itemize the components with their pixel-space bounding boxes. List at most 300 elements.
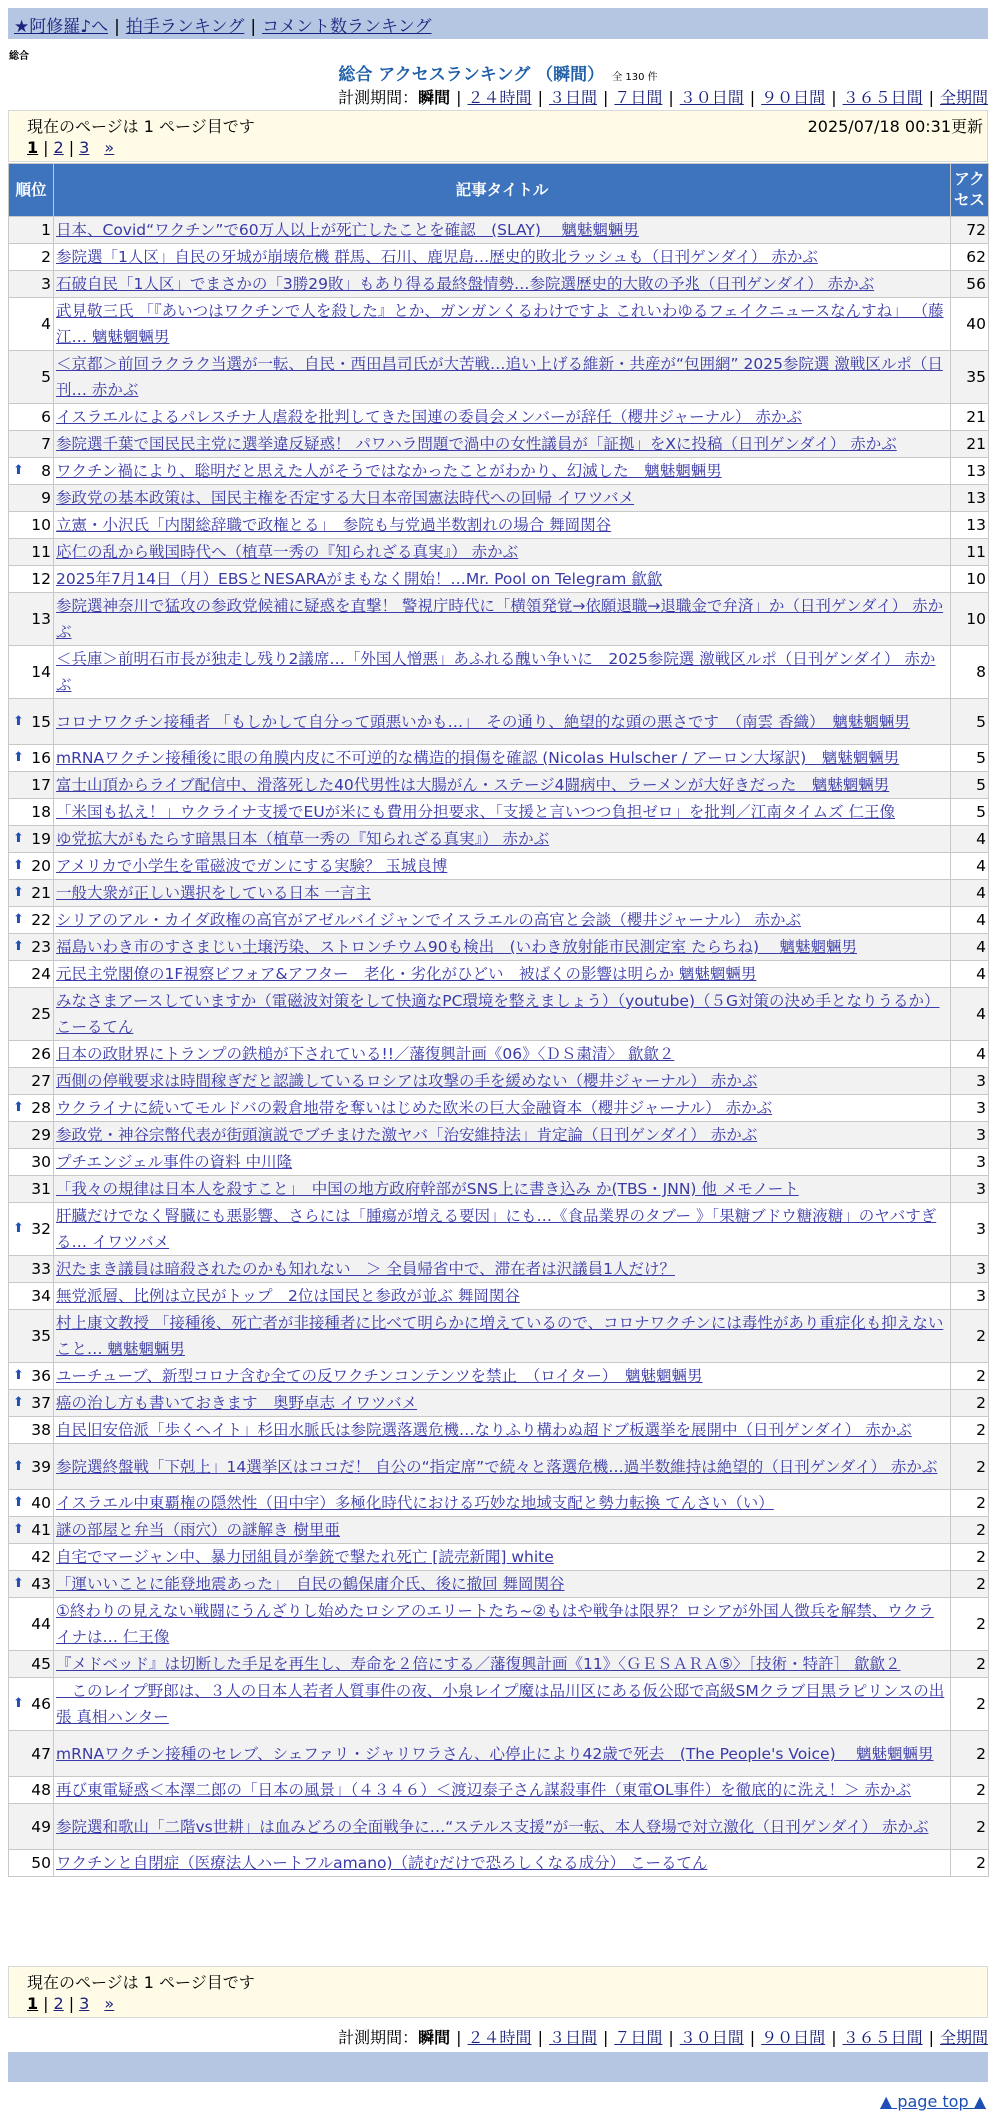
article-link[interactable]: 武見敬三氏 「『あいつはワクチンで人を殺した』とか、ガンガンくるわけですよ これいわゆるフェイクニュースなんすね」 （藤江… 魑魅魍魎男 [56,302,944,346]
up-arrow-icon: ⬆ [13,1458,24,1474]
rank-cell [9,539,54,566]
title-cell [54,853,951,880]
page-title [0,60,996,85]
access-count: 2 [951,1444,989,1490]
period-separator: | [456,88,462,107]
access-count: 13 [951,458,989,485]
title-cell [54,826,951,853]
table-row [9,772,989,799]
home-link[interactable]: ★阿修羅♪へ [14,17,109,37]
period-separator: | [668,2028,674,2047]
access-count: 2 [951,1678,989,1731]
access-count: 2 [951,1390,989,1417]
rank-cell [9,772,54,799]
rank-number: 2 [41,248,51,266]
period-selector-top [338,85,988,108]
article-link[interactable]: イスラエルによるパレスチナ人虐殺を批判してきた国連の委員会メンバーが辞任（櫻井ジャーナル） 赤かぶ [56,408,802,426]
rank-number: 37 [31,1394,51,1412]
table-row [9,1363,989,1390]
table-row [9,1517,989,1544]
title-cell [54,512,951,539]
rank-cell [9,431,54,458]
access-count: 2 [951,1363,989,1390]
title-cell [54,988,951,1041]
access-count: 3 [951,1095,989,1122]
rank-number: 40 [31,1494,51,1512]
title-cell [54,880,951,907]
article-link[interactable]: 参院選「1人区」自民の牙城が崩壊危機 群馬、石川、鹿児島…歴史的敗北ラッシュも（日刊ゲンダイ） 赤かぶ [56,248,818,266]
access-header: アクセス [951,164,989,217]
rank-cell [9,907,54,934]
table-row [9,539,989,566]
rank-number: 16 [31,749,51,767]
access-count: 4 [951,826,989,853]
article-link[interactable]: 「我々の規律は日本人を殺すこと」 中国の地方政府幹部がSNS上に書き込み か(TBS・JNN) 他 メモノート [56,1180,799,1198]
period-option[interactable]: ３０日間 [679,2028,744,2047]
rank-cell [9,298,54,351]
article-link[interactable]: 参院選千葉で国民民主党に選挙違反疑惑！ パワハラ問題で渦中の女性議員が「証拠」をXに投稿（日刊ゲンダイ） 赤かぶ [56,435,897,453]
article-link[interactable]: ユーチューブ、新型コロナ含む全ての反ワクチンコンテンツを禁止 （ロイター） 魑魅魍魎男 [56,1367,703,1385]
page-link[interactable]: 2 [53,1994,64,2013]
rank-number: 25 [31,1005,51,1023]
period-option[interactable]: ３０日間 [679,88,744,107]
table-row [9,1490,989,1517]
pagination [27,1994,114,2013]
article-link[interactable]: 参院選和歌山「二階vs世耕」は血みどろの全面戦争に…“ステルス支援”が一転、本人登場で対立激化（日刊ゲンダイ） 赤かぶ [56,1817,929,1836]
title-cell [54,351,951,404]
period-label: 計測期間： [338,88,419,107]
article-link[interactable]: ウクライナに続いてモルドバの穀倉地帯を奪いはじめた欧米の巨大金融資本（櫻井ジャーナル） 赤かぶ [56,1099,773,1117]
title-cell [54,1598,951,1651]
article-link[interactable]: このレイプ野郎は、３人の日本人若者人質事件の夜、小泉レイプ魔は品川区にある仮公邸で高級SMクラブ目黒ラピリンスの出張 真相ハンター [56,1682,945,1726]
title-cell [54,1122,951,1149]
table-row [9,1544,989,1571]
rank-number: 47 [31,1744,51,1763]
page-link[interactable]: 3 [79,1994,90,2013]
rank-number: 48 [31,1781,51,1799]
ranking-table [8,163,989,1877]
article-link[interactable]: 「米国も払え！」ウクライナ支援でEUが米にも費用分担要求、「支援と言いつつ負担ゼロ」を批判／江南タイムズ 仁王像 [56,803,896,821]
title-cell [54,458,951,485]
article-link[interactable]: 石破自民「1人区」でまさかの「3勝29敗」もあり得る最終盤情勢…参院選歴史的大敗の予兆（日刊ゲンダイ） 赤かぶ [56,275,875,293]
access-count: 4 [951,961,989,988]
article-link[interactable]: 日本の政財界にトランプの鉄槌が下されている!!／藩復興計画《06》〈ＤＳ粛清〉 歙歙２ [56,1045,675,1063]
rank-cell [9,1176,54,1203]
period-separator: | [668,88,674,107]
article-link[interactable]: アメリカで小学生を電磁波でガンにする実験？ 玉城良博 [56,857,448,875]
table-row [9,404,989,431]
rank-number: 18 [31,803,51,821]
rank-cell [9,646,54,699]
table-row [9,907,989,934]
rank-number: 15 [31,712,51,731]
table-row [9,1678,989,1731]
table-row [9,1122,989,1149]
article-link[interactable]: 日本、Covid“ワクチン”で60万人以上が死亡したことを確認 (SLAY) 魑魅魍魎男 [56,221,639,239]
page-link[interactable]: 3 [79,138,90,157]
period-separator: | [602,88,609,107]
rank-cell [9,1203,54,1256]
period-separator: | [537,88,543,107]
table-row [9,1256,989,1283]
table-row [9,699,989,745]
rank-number: 39 [31,1457,51,1476]
rank-number: 34 [31,1287,51,1305]
title-cell [54,1517,951,1544]
rank-number: 3 [41,275,51,293]
rank-cell [9,1122,54,1149]
title-cell [54,799,951,826]
title-cell [54,1731,951,1777]
period-current: 瞬間 [418,2028,451,2047]
article-link[interactable]: 元民主党閣僚の1F視察ビフォア&アフター 老化・劣化がひどい 被ばくの影響は明らか 魑魅魍魎男 [56,965,757,983]
access-count: 10 [951,593,989,646]
article-link[interactable]: 2025年7月14日（月）EBSとNESARAがまもなく開始！…Mr. Pool on Telegram 歙歙 [56,570,663,588]
title-cell [54,699,951,745]
rank-cell [9,880,54,907]
comment-ranking-link[interactable]: コメント数ランキング [262,17,432,37]
next-page-link[interactable]: » [104,138,115,157]
rank-number: 30 [31,1153,51,1171]
title-cell [54,961,951,988]
table-row [9,1095,989,1122]
access-count: 13 [951,485,989,512]
article-link[interactable]: ＜兵庫＞前明石市長が独走し残り2議席…「外国人憎悪」あふれる醜い争いに 2025参院選 激戦区ルポ（日刊ゲンダイ） 赤かぶ [56,650,936,694]
article-link[interactable]: 応仁の乱から戦国時代へ（植草一秀の『知られざる真実』） 赤かぶ [56,543,519,561]
rank-number: 20 [31,857,51,875]
access-count: 2 [951,1804,989,1850]
period-current: 瞬間 [418,88,451,107]
period-option[interactable]: ３６５日間 [842,2028,923,2047]
rank-cell [9,934,54,961]
title-cell [54,1850,951,1877]
title-cell [54,1095,951,1122]
period-selector-bottom [338,2025,988,2048]
table-row [9,961,989,988]
access-count: 2 [951,1850,989,1877]
up-arrow-icon: ⬆ [13,463,24,478]
access-count: 3 [951,1283,989,1310]
table-row [9,1310,989,1363]
article-link[interactable]: 沢たまき議員は暗殺されたのかも知れない ＞ 全員帰省中で、滞在者は沢議員1人だけ？ [56,1260,675,1278]
table-row [9,271,989,298]
up-arrow-icon: ⬆ [13,1576,24,1591]
rank-cell [9,271,54,298]
article-link[interactable]: 参院選終盤戦「下剋上」14選挙区はココだ！ 自公の“指定席”で続々と落選危機…過半数維持は絶望的（日刊ゲンダイ） 赤かぶ [56,1457,938,1476]
rank-cell [9,512,54,539]
rank-cell [9,1363,54,1390]
rank-number: 42 [31,1548,51,1566]
rank-cell [9,1731,54,1777]
category-label: 総合 [9,51,29,62]
ranking-title: 総合 アクセスランキング （瞬間） [338,65,605,85]
rank-number: 5 [41,368,51,386]
title-cell [54,934,951,961]
table-row [9,988,989,1041]
page-separator: | [68,1994,75,2013]
article-link[interactable]: 富士山頂からライブ配信中、滑落死した40代男性は大腸がん・ステージ4闘病中、ラーメンが大好きだった 魑魅魍魎男 [56,776,890,794]
article-link[interactable]: みなさまアースしていますか（電磁波対策をして快適なPC環境を整えましょう）（youtube)（５G対策の決め手となりうるか） こーるてん [56,992,940,1036]
table-row [9,646,989,699]
page-top-link[interactable]: ▲ page top ▲ [879,2092,986,2111]
period-option[interactable]: ７日間 [614,2028,663,2047]
title-cell [54,1804,951,1850]
period-option[interactable]: ３日間 [548,2028,597,2047]
access-count: 4 [951,934,989,961]
nav-separator: | [114,17,120,37]
title-cell [54,431,951,458]
period-label: 計測期間： [338,2028,419,2047]
article-link[interactable]: mRNAワクチン接種のセレブ、シェファリ・ジャリワラさん、心停止により42歳で死去 (The People's Voice) 魑魅魍魎男 [56,1744,934,1763]
rank-cell [9,1777,54,1804]
access-count: 2 [951,1651,989,1678]
page-spacer [89,138,104,157]
rank-number: 4 [41,315,51,333]
table-row [9,217,989,244]
article-link[interactable]: 『メドベッド』は切断した手足を再生し、寿命を２倍にする／藩復興計画《11》〈ＧＥＳＡＲＡ⑤〉［技術・特許］ 歙歙２ [56,1655,901,1673]
access-count: 3 [951,1068,989,1095]
article-link[interactable]: ＜京都＞前回ラクラク当選が一転、自民・西田昌司氏が大苦戦…追い上げる維新・共産が“包囲網” 2025参院選 激戦区ルポ（日刊… 赤かぶ [56,355,943,399]
period-separator: | [537,2028,543,2047]
rank-cell [9,1678,54,1731]
table-header-row [9,164,989,217]
rank-number: 11 [31,543,51,561]
access-count: 13 [951,512,989,539]
article-link[interactable]: 自宅でマージャン中、暴力団組員が拳銃で撃たれ死亡 [読売新聞] white [56,1548,554,1566]
article-link[interactable]: ゆ党拡大がもたらす暗黒日本（植草一秀の『知られざる真実』） 赤かぶ [56,830,550,848]
title-cell [54,1256,951,1283]
pager-top [8,110,988,162]
rank-cell [9,485,54,512]
up-arrow-icon: ⬆ [13,750,24,765]
title-cell [54,566,951,593]
period-option[interactable]: ２４時間 [467,88,532,107]
access-count: 3 [951,1176,989,1203]
title-cell [54,1176,951,1203]
period-option[interactable]: ９０日間 [761,2028,826,2047]
rank-number: 35 [31,1327,51,1345]
table-row [9,1176,989,1203]
rank-number: 46 [31,1695,51,1713]
title-cell [54,244,951,271]
article-link[interactable]: 西側の停戦要求は時間稼ぎだと認識しているロシアは攻撃の手を緩めない（櫻井ジャーナル） 赤かぶ [56,1072,758,1090]
article-link[interactable]: 無党派層、比例は立民がトップ 2位は国民と参政が並ぶ 舞岡関谷 [56,1287,520,1305]
rank-number: 13 [31,610,51,628]
access-count: 5 [951,799,989,826]
rank-number: 50 [31,1854,51,1872]
article-link[interactable]: 再び東電疑惑＜本澤二郎の「日本の風景」（４３４６）＜渡辺泰子さん謀殺事件（東電OL事件）を徹底的に洗え！＞ 赤かぶ [56,1781,912,1799]
rank-number: 21 [31,884,51,902]
table-row [9,298,989,351]
access-count: 10 [951,566,989,593]
table-row [9,512,989,539]
access-count: 5 [951,699,989,745]
table-row [9,1731,989,1777]
access-count: 3 [951,1203,989,1256]
table-row [9,880,989,907]
table-row [9,826,989,853]
table-row [9,458,989,485]
access-count: 2 [951,1777,989,1804]
period-option[interactable]: 全期間 [939,2028,988,2047]
period-separator: | [928,2028,934,2047]
article-link[interactable]: ワクチン禍により、聡明だと思えた人がそうではなかったことがわかり、幻滅した 魑魅魍魎男 [56,462,722,480]
table-row [9,745,989,772]
rank-cell [9,1850,54,1877]
page-spacer [89,1994,104,2013]
rank-number: 8 [41,462,51,480]
table-row [9,1804,989,1850]
rank-cell [9,1444,54,1490]
table-row [9,244,989,271]
article-link[interactable]: mRNAワクチン接種後に眼の角膜内皮に不可逆的な構造的損傷を確認 (Nicolas Hulscher / アーロン大塚訳) 魑魅魍魎男 [56,749,900,767]
access-count: 21 [951,404,989,431]
article-link[interactable]: 自民旧安倍派「歩くヘイト」杉田水脈氏は参院選落選危機…なりふり構わぬ超ドブ板選挙を展開中（日刊ゲンダイ） 赤かぶ [56,1421,912,1439]
article-link[interactable]: 一般大衆が正しい選択をしている日本 一言主 [56,884,371,902]
article-link[interactable]: 癌の治し方も書いておきます 奥野卓志 イワツバメ [56,1394,418,1412]
page-separator: | [43,1994,49,2013]
article-link[interactable]: 謎の部屋と弁当（雨穴）の謎解き 樹里亜 [56,1521,340,1539]
rank-cell [9,351,54,404]
rank-cell [9,799,54,826]
title-cell [54,404,951,431]
rank-number: 49 [31,1817,51,1836]
title-cell [54,1283,951,1310]
title-cell [54,593,951,646]
up-arrow-icon: ⬆ [13,912,24,927]
title-cell [54,1363,951,1390]
access-count: 2 [951,1310,989,1363]
top-nav-bar [8,8,988,39]
pager-bottom [8,1966,988,2018]
table-row [9,485,989,512]
article-link[interactable]: イスラエル中東覇権の隠然性（田中宇）多極化時代における巧妙な地域支配と勢力転換 てんさい（い） [56,1494,774,1512]
period-option[interactable]: 全期間 [939,88,988,107]
page-link[interactable]: 2 [53,138,64,157]
table-row [9,351,989,404]
period-option[interactable]: ３６５日間 [842,88,923,107]
rank-number: 28 [31,1099,51,1117]
rank-cell [9,1390,54,1417]
period-separator: | [928,88,934,107]
rank-cell [9,826,54,853]
up-arrow-icon: ⬆ [13,858,24,873]
period-separator: | [749,88,756,107]
access-count: 72 [951,217,989,244]
rank-cell [9,1598,54,1651]
access-count: 4 [951,988,989,1041]
article-link[interactable]: 参院選神奈川で猛攻の参政党候補に疑惑を直撃！ 警視庁時代に「横領発覚→依願退職→退職金で弁済」か（日刊ゲンダイ） 赤かぶ [56,597,944,641]
up-arrow-icon: ⬆ [13,1100,24,1115]
next-page-link[interactable]: » [104,1994,115,2013]
rank-number: 29 [31,1126,51,1144]
rank-cell [9,566,54,593]
rank-cell [9,1041,54,1068]
rank-cell [9,1490,54,1517]
rank-number: 44 [31,1615,51,1633]
title-cell [54,1544,951,1571]
page-current: 1 [27,138,39,157]
title-cell [54,1678,951,1731]
table-row [9,1283,989,1310]
rank-number: 41 [31,1521,51,1539]
title-cell [54,539,951,566]
access-count: 4 [951,1041,989,1068]
title-cell [54,1068,951,1095]
up-arrow-icon: ⬆ [13,713,24,729]
period-option[interactable]: ３日間 [548,88,597,107]
pagination [27,138,114,157]
article-link[interactable]: 村上康文教授 「接種後、死亡者が非接種者に比べて明らかに増えているので、コロナワクチンには毒性があり重症化も抑えないこと… 魑魅魍魎男 [56,1314,944,1358]
period-option[interactable]: ７日間 [614,88,663,107]
article-link[interactable]: 「運いいことに能登地震あった」 自民の鶴保庸介氏、後に撤回 舞岡関谷 [56,1575,565,1593]
article-link[interactable]: 福島いわき市のすさまじい土壌汚染、ストロンチウム90も検出 (いわき放射能市民測定室 たらちね) 魑魅魍魎男 [56,938,858,956]
rank-cell [9,1417,54,1444]
rank-cell [9,1517,54,1544]
article-link[interactable]: コロナワクチン接種者 「もしかして自分って頭悪いかも…」 その通り、絶望的な頭の悪さです （南雲 香織） 魑魅魍魎男 [56,712,910,731]
title-cell [54,1041,951,1068]
title-cell [54,745,951,772]
up-arrow-icon: ⬆ [13,1522,24,1537]
rank-cell [9,1804,54,1850]
rank-cell [9,217,54,244]
access-count: 3 [951,1149,989,1176]
access-count: 2 [951,1598,989,1651]
rank-number: 43 [31,1575,51,1593]
period-option[interactable]: ２４時間 [467,2028,532,2047]
article-link[interactable]: 参政党・神谷宗幣代表が街頭演説でブチまけた激ヤバ「治安維持法」肯定論（日刊ゲンダイ） 赤かぶ [56,1126,758,1144]
table-row [9,1390,989,1417]
title-cell [54,907,951,934]
article-link[interactable]: 参政党の基本政策は、国民主権を否定する大日本帝国憲法時代への回帰 イワツバメ [56,489,635,507]
table-row [9,1149,989,1176]
title-cell [54,1203,951,1256]
period-separator: | [749,2028,756,2047]
rank-number: 1 [41,221,51,239]
access-count: 3 [951,1256,989,1283]
up-arrow-icon: ⬆ [13,1696,24,1711]
title-cell [54,1390,951,1417]
rank-number: 31 [31,1180,51,1198]
period-option[interactable]: ９０日間 [761,88,826,107]
table-row [9,431,989,458]
rank-number: 9 [41,489,51,507]
rank-cell [9,1283,54,1310]
article-link[interactable]: 立憲・小沢氏「内閣総辞職で政権とる」 参院も与党過半数割れの場合 舞岡関谷 [56,516,612,534]
title-cell [54,772,951,799]
article-link[interactable]: シリアのアル・カイダ政権の高官がアゼルバイジャンでイスラエルの高官と会談（櫻井ジャーナル） 赤かぶ [56,911,802,929]
up-arrow-icon: ⬆ [13,1368,24,1383]
article-link[interactable]: 肝臓だけでなく腎臓にも悪影響、さらには「腫瘍が増える要因」にも…《食品業界のタブー 》「果糖ブドウ糖液糖」のヤバすぎる… イワツバメ [56,1207,937,1251]
clap-ranking-link[interactable]: 拍手ランキング [125,17,245,37]
rank-header: 順位 [9,164,54,217]
rank-number: 27 [31,1072,51,1090]
up-arrow-icon: ⬆ [13,831,24,846]
access-count: 2 [951,1731,989,1777]
article-link[interactable]: ①終わりの見えない戦闘にうんざりし始めたロシアのエリートたち~②もはや戦争は限界？ロシアが外国人徴兵を解禁、ウクライナは… 仁王像 [56,1602,934,1646]
article-link[interactable]: プチエンジェル事件の資料 中川隆 [56,1153,293,1171]
access-count: 62 [951,244,989,271]
table-row [9,593,989,646]
rank-number: 45 [31,1655,51,1673]
access-count: 2 [951,1571,989,1598]
article-link[interactable]: ワクチンと自閉症（医療法人ハートフルamano)（読むだけで恐ろしくなる成分） こーるてん [56,1854,708,1872]
access-count: 35 [951,351,989,404]
access-count: 56 [951,271,989,298]
rank-cell [9,1651,54,1678]
rank-number: 36 [31,1367,51,1385]
item-count: 全 130 件 [612,72,658,83]
